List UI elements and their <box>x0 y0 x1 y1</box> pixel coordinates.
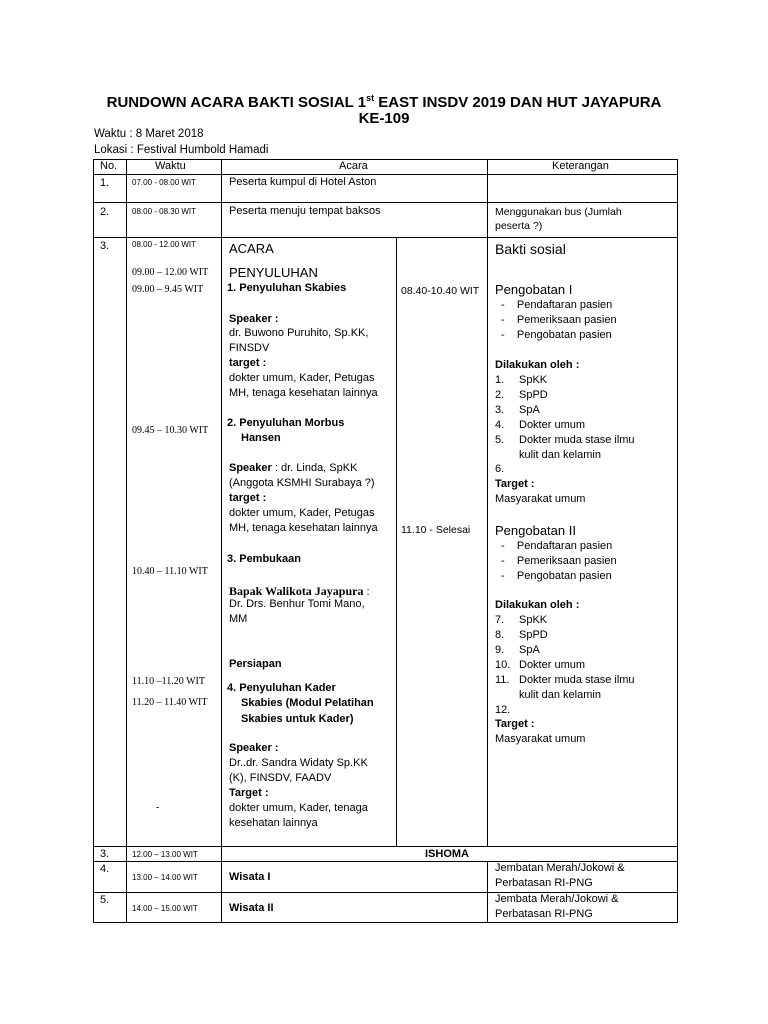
row-number: 3. <box>100 240 110 252</box>
session-3-speaker-line-1: Dr. Drs. Benhur Tomi Mano, <box>229 598 365 610</box>
row-note-line-1: Jembatan Merah/Jokowi & <box>495 862 625 874</box>
list-item-number: 3. <box>495 404 505 416</box>
row-note-line-1: Jembata Merah/Jokowi & <box>495 893 619 905</box>
row-time: 14.00 – 15.00 WIT <box>132 904 198 913</box>
session-2-title-line-2: Hansen <box>241 432 281 444</box>
header-acara: Acara <box>339 160 368 172</box>
list-item-number: 6. <box>495 463 505 475</box>
session-1-title: 1. Penyuluhan Skabies <box>227 282 347 294</box>
session-3-speaker-label: Bapak Walikota Jayapura : <box>229 584 370 598</box>
pengobatan-2-item: - Pemeriksaan pasien <box>501 555 617 567</box>
list-item-number: 7. <box>495 614 505 626</box>
dilakukan-oleh-1: Dilakukan oleh : <box>495 359 580 371</box>
list-item-number: 11. <box>495 674 510 686</box>
list-item: SpKK <box>519 374 548 386</box>
target-1-label: Target : <box>495 478 535 490</box>
row-number: 4. <box>100 863 110 875</box>
list-item-number: 8. <box>495 629 505 641</box>
row-note-line-2: Perbatasan RI-PNG <box>495 877 593 889</box>
row-time: 12.00 – 13.00 WIT <box>132 850 198 859</box>
list-item: Dokter umum <box>519 659 586 671</box>
session-4-speaker-line-2: (K), FINSDV, FAADV <box>229 772 332 784</box>
list-item: Dokter umum <box>519 419 586 431</box>
time-session-3: 10.40 – 11.10 WIT <box>132 566 208 577</box>
target-2-label: Target : <box>495 718 535 730</box>
session-2-target-label: target : <box>229 492 267 504</box>
row-note-line-1: Menggunakan bus (Jumlah <box>495 206 622 218</box>
time-session-4b: 11.20 – 11.40 WIT <box>132 697 208 708</box>
time-dash: - <box>156 802 160 813</box>
bakti-sosial-heading: Bakti sosial <box>495 241 566 257</box>
session-2-speaker: Speaker : dr. Linda, SpKK <box>229 462 358 474</box>
document-title-line-1: RUNDOWN ACARA BAKTI SOSIAL 1st EAST INSDV 2019 DAN HUT JAYAPURA <box>106 93 662 111</box>
row-activity: Wisata II <box>229 902 274 914</box>
session-2-target-line-1: dokter umum, Kader, Petugas <box>229 507 375 519</box>
document-title-line-2: KE-109 <box>358 110 410 127</box>
session-4-target-label: Target : <box>229 787 269 799</box>
header-no: No. <box>100 160 118 172</box>
row-number: 1. <box>100 177 110 189</box>
list-item: SpKK <box>519 614 548 626</box>
list-item: Dokter muda stase ilmu <box>519 434 635 446</box>
list-item-number: 5. <box>495 434 505 446</box>
list-item-number: 2. <box>495 389 505 401</box>
row-number: 5. <box>100 894 110 906</box>
row-activity: Peserta menuju tempat baksos <box>229 205 381 217</box>
event-date: Waktu : 8 Maret 2018 <box>94 128 204 140</box>
session-4-title-line-1: 4. Penyuluhan Kader <box>227 682 336 694</box>
list-item-number: 1. <box>495 374 505 386</box>
row-note-line-2: peserta ?) <box>495 220 543 232</box>
row-time: 13.00 – 14.00 WIT <box>132 873 198 882</box>
header-waktu: Waktu <box>155 160 186 172</box>
dilakukan-oleh-2: Dilakukan oleh : <box>495 599 580 611</box>
session-2-speaker-line-2: (Anggota KSMHI Surabaya ?) <box>229 477 375 489</box>
session-3-speaker-line-2: MM <box>229 613 248 625</box>
session-4-speaker-label: Speaker : <box>229 742 279 754</box>
time-session-4a: 11.10 –11.20 WIT <box>132 676 205 687</box>
list-item-continued: kulit dan kelamin <box>519 449 601 461</box>
persiapan-label: Persiapan <box>229 658 282 670</box>
session-4-speaker-line-1: Dr..dr. Sandra Widaty Sp.KK <box>229 757 368 769</box>
list-item: SpA <box>519 404 540 416</box>
list-item-number: 10. <box>495 659 511 671</box>
time-penyuluhan: 09.00 – 12.00 WIT <box>132 267 209 278</box>
list-item: SpPD <box>519 389 548 401</box>
target-1-value: Masyarakat umum <box>495 493 586 505</box>
pengobatan-1-title: Pengobatan I <box>495 282 573 297</box>
bakti-time-2: 11.10 - Selesai <box>401 524 471 536</box>
session-4-title-line-2: Skabies (Modul Pelatihan <box>241 697 374 709</box>
row-number: 2. <box>100 206 110 218</box>
pengobatan-2-item: - Pendaftaran pasien <box>501 540 613 552</box>
session-1-speaker-label: Speaker : <box>229 313 279 325</box>
pengobatan-2-title: Pengobatan II <box>495 523 576 538</box>
list-item-number: 9. <box>495 644 505 656</box>
header-keterangan: Keterangan <box>552 160 609 172</box>
penyuluhan-heading: PENYULUHAN <box>229 265 318 280</box>
row-activity: Wisata I <box>229 871 271 883</box>
time-session-1: 09.00 – 9.45 WIT <box>132 284 204 295</box>
row-number: 3. <box>100 848 110 860</box>
list-item-continued: kulit dan kelamin <box>519 689 601 701</box>
session-1-target-line-2: MH, tenaga kesehatan lainnya <box>229 387 378 399</box>
session-3-title: 3. Pembukaan <box>227 553 301 565</box>
session-2-title-line-1: 2. Penyuluhan Morbus <box>227 417 345 429</box>
session-1-speaker-line-1: dr. Buwono Puruhito, Sp.KK, <box>229 327 369 339</box>
pengobatan-2-item: - Pengobatan pasien <box>501 570 612 582</box>
list-item-number: 4. <box>495 419 505 431</box>
session-1-target-line-1: dokter umum, Kader, Petugas <box>229 372 375 384</box>
pengobatan-1-item: - Pendaftaran pasien <box>501 299 613 311</box>
row-time: 08.00 - 12.00 WIT <box>132 240 197 249</box>
row-time: 07.00 - 08.00 WIT <box>132 178 197 187</box>
acara-heading: ACARA <box>229 241 274 256</box>
session-4-target-line-2: kesehatan lainnya <box>229 817 318 829</box>
list-item: SpPD <box>519 629 548 641</box>
session-1-speaker-line-2: FINSDV <box>229 342 270 354</box>
event-location: Lokasi : Festival Humbold Hamadi <box>94 144 269 156</box>
bakti-time-1: 08.40-10.40 WIT <box>401 285 480 297</box>
row-note-line-2: Perbatasan RI-PNG <box>495 908 593 920</box>
pengobatan-1-item: - Pengobatan pasien <box>501 329 612 341</box>
session-4-title-line-3: Skabies untuk Kader) <box>241 713 354 725</box>
session-4-target-line-1: dokter umum, Kader, tenaga <box>229 802 368 814</box>
time-session-2: 09.45 – 10.30 WIT <box>132 425 209 436</box>
pengobatan-1-item: - Pemeriksaan pasien <box>501 314 617 326</box>
row-activity: Peserta kumpul di Hotel Aston <box>229 176 377 188</box>
list-item: Dokter muda stase ilmu <box>519 674 635 686</box>
session-2-target-line-2: MH, tenaga kesehatan lainnya <box>229 522 378 534</box>
target-2-value: Masyarakat umum <box>495 733 586 745</box>
list-item: SpA <box>519 644 540 656</box>
list-item-number: 12. <box>495 704 511 716</box>
session-1-target-label: target : <box>229 357 267 369</box>
row-time: 08.00 - 08.30 WIT <box>132 207 197 216</box>
row-activity: ISHOMA <box>425 848 469 860</box>
